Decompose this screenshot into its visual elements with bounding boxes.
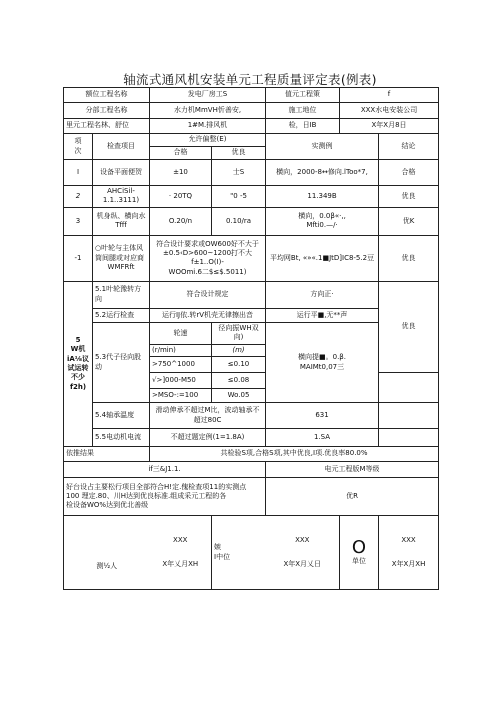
grade-comment [64, 478, 266, 516]
row-item-line: 筒间腿或对应商 [95, 253, 144, 262]
row-item: AHCiSil-1.1..3111) [93, 186, 150, 208]
section5-label-line: W机 [70, 345, 86, 354]
col-measured: 实测例 [266, 134, 379, 160]
signature-date-3: X年X月XH [391, 559, 426, 568]
row-measured: 横向，2000-8↔修向.lToo*7, [266, 160, 379, 186]
row-item [93, 235, 150, 281]
grade-comment-line: 好台设占主要松行项目全部符合H!定.傀检查项11的实测点 [66, 482, 247, 491]
table-row [64, 429, 439, 447]
row-no: 2 [64, 186, 93, 208]
r52-item: 5.2运行检查 [93, 308, 150, 322]
table-row [64, 207, 439, 235]
row-no: -1 [64, 235, 93, 281]
r53-sub-speed: 轮速 [150, 322, 212, 344]
signature-block-2 [266, 516, 340, 590]
check-label-line: 嫉 [214, 543, 221, 552]
r53-v2-amp: ≤0.08 [212, 373, 266, 389]
r51-requirement: 符合设计规定 [150, 281, 266, 308]
table-row [64, 186, 439, 208]
check-label-line: I中位 [214, 552, 231, 561]
date-label: 检，日IB [266, 119, 340, 134]
row-excellent: 士S [212, 160, 266, 186]
unit-code-label: 值元工程策 [266, 88, 340, 103]
r51-item [93, 281, 150, 308]
section5-label-line: 试运转 [67, 364, 89, 373]
col-allowed: 允许偏整(E) [150, 134, 266, 147]
row-item-line: WMFRft [107, 263, 135, 272]
r54-req-line: 超过80C [193, 415, 222, 424]
r55-requirement: 不超过题定例(1=1.8A) [150, 429, 266, 447]
row-qualified: · 20TQ [150, 186, 212, 208]
col-item-no [64, 134, 93, 160]
row-measured-line: Mfti0.—/· [306, 221, 338, 230]
row-item: 设备平面便贺 [93, 160, 150, 186]
row-conclusion: 优K [379, 207, 439, 235]
r54-req-line: 滑动伸承不超过M比，波动轴承不 [155, 406, 260, 415]
grade-comment-line: 检设备WO%达到优北善级 [66, 501, 149, 510]
r52-measured: 运行平■,无**声 [266, 308, 379, 322]
r53-item-line: 5.3代子径向股 [95, 353, 142, 362]
r52-requirement: 运行IJ依.转rV机壳无律擦出音 [150, 308, 266, 322]
row-item-line: ○叶轮与主体风 [95, 244, 144, 253]
unit-code-value: f [340, 88, 439, 103]
signature-name-3: XXX [401, 536, 416, 545]
sub-project-value: 水力机MmVH忻善安, [150, 103, 266, 119]
check-unit-label [212, 516, 266, 590]
table-row [64, 160, 439, 186]
r53-v3-amp: Wo.05 [212, 389, 266, 403]
row-allowed-line: WOOmi.6二$≤$.5011) [168, 267, 247, 276]
row-no: I [64, 160, 93, 186]
grade-value: 优R [266, 478, 439, 516]
big-o-mark: O [351, 536, 367, 558]
element-value: 1#M.排风机 [150, 119, 266, 134]
row-qualified: ±10 [150, 160, 212, 186]
r53-unit-speed: (r/min) [150, 344, 212, 356]
col-conclusion: 结论 [379, 134, 439, 160]
unit-project-label: 额位工程名称 [64, 88, 150, 103]
col-excellent: 优良 [212, 147, 266, 160]
grade-row [64, 462, 439, 478]
r53-sub-amp: 径向振WH双向) [212, 322, 266, 344]
date-value: X年X月8日 [340, 119, 439, 134]
section5-label-line: iA⅛议 [66, 354, 90, 363]
section5-label-line: 5 [75, 335, 81, 344]
section5-label [64, 281, 93, 446]
grade-left-text: if三&J1.1. [64, 462, 266, 478]
result-row [64, 447, 439, 462]
grade-comment-row [64, 478, 439, 516]
grade-right-label: 电元工程版M等级 [266, 462, 439, 478]
r55-item: 5.5电动机电流 [93, 429, 150, 447]
table-row [64, 403, 439, 429]
row-allowed-line: ±0.5‹D>600~1200打不大f±1..O(I)- [162, 248, 253, 267]
unit-project-value: 发电厂房工S [150, 88, 266, 103]
r53-conclusion-spacer [379, 373, 439, 403]
r54-conclusion [379, 403, 439, 429]
signature-date-2: X年X月乂日 [283, 559, 322, 568]
row-item-line: 机身纵、横向水 [96, 211, 146, 220]
r51-item-line: 向 [95, 294, 102, 303]
r53-v2-speed: √>]000-M50 [150, 373, 212, 389]
r55-measured: 1.SA [266, 429, 379, 447]
signature-name-2: XXX [295, 536, 310, 545]
section5-label-line: f2h) [69, 382, 87, 391]
table-row [64, 235, 439, 281]
result-label: 依推结果 [64, 447, 150, 462]
col-seq-label: 次 [74, 146, 82, 155]
r53-v1-amp: ≤0.10 [212, 357, 266, 373]
r53-item [93, 322, 150, 402]
r53-v1-speed: >750^1000 [150, 357, 212, 373]
r54-measured: 631 [266, 403, 379, 429]
col-qualified: 合格 [150, 147, 212, 160]
r53-unit-amp: (m) [212, 344, 266, 356]
signature-row [64, 516, 439, 590]
r51-item-line: 5.1叶轮豫转方 [95, 285, 142, 294]
page-title: 轴流式通风机安装单元工程质量评定表(例表) [123, 72, 377, 87]
r53-item-line: 动 [95, 362, 102, 371]
reviewer-label: 测½人 [64, 516, 150, 590]
row-measured-line: 横向，0.0β«·,, [298, 211, 346, 220]
row-allowed [150, 235, 266, 281]
signature-block-1 [150, 516, 212, 590]
r53-conclusion: 优良 [379, 281, 439, 372]
row-measured: 平均网Bt, «»«.1■JtD]ΙC8-5.2豆 [266, 235, 379, 281]
signature-date-1: X年乂月XH [162, 559, 199, 568]
row-item-line: Tfff [115, 221, 127, 230]
sub-project-label: 分部工程名称 [64, 103, 150, 119]
r53-v3-speed: >MSO-:=100 [150, 389, 212, 403]
row-measured: 11.349B [266, 186, 379, 208]
unit-seal [340, 516, 379, 590]
row-conclusion: 合格 [379, 160, 439, 186]
row-excellent: "0 -5 [212, 186, 266, 208]
signature-block-3 [379, 516, 439, 590]
row-allowed-line: 符合设计要求或OW600好不大于 [156, 239, 259, 248]
quality-assessment-table [63, 87, 439, 590]
col-item-label: 项 [74, 137, 82, 146]
row-excellent: 0.10/ra [212, 207, 266, 235]
r53-measured-line: 横向提■。0.β. [298, 353, 347, 362]
contractor-value: XXX水电安装公司 [340, 103, 439, 119]
row-measured [266, 207, 379, 235]
row-conclusion: 优良 [379, 186, 439, 208]
table-row [64, 281, 439, 308]
r54-item: 5.4轴承温度 [93, 403, 150, 429]
contractor-label: 施工地位 [266, 103, 340, 119]
row-conclusion: 优良 [379, 235, 439, 281]
r51-measured: 方向正· [266, 281, 379, 308]
col-check-item: 检查项目 [93, 134, 150, 160]
signature-name-1: XXX [173, 536, 188, 545]
r54-requirement [150, 403, 266, 429]
r53-measured-line: MAIMt0,07三 [299, 362, 345, 371]
section5-label-line: 不少 [71, 373, 85, 382]
r55-conclusion [379, 429, 439, 447]
r53-measured [266, 322, 379, 402]
result-text: 共检验S项,合格S项,其中优良,I项.优良率80.0% [150, 447, 439, 462]
unit-label: 单位 [352, 556, 367, 565]
row-qualified: O.20/n [150, 207, 212, 235]
row-item [93, 207, 150, 235]
row-no: 3 [64, 207, 93, 235]
grade-comment-line: 100 理定.80、川H达到优良标准.组成采元工程的各 [66, 491, 227, 500]
element-label: 里元工程名林、舒位 [64, 119, 150, 134]
